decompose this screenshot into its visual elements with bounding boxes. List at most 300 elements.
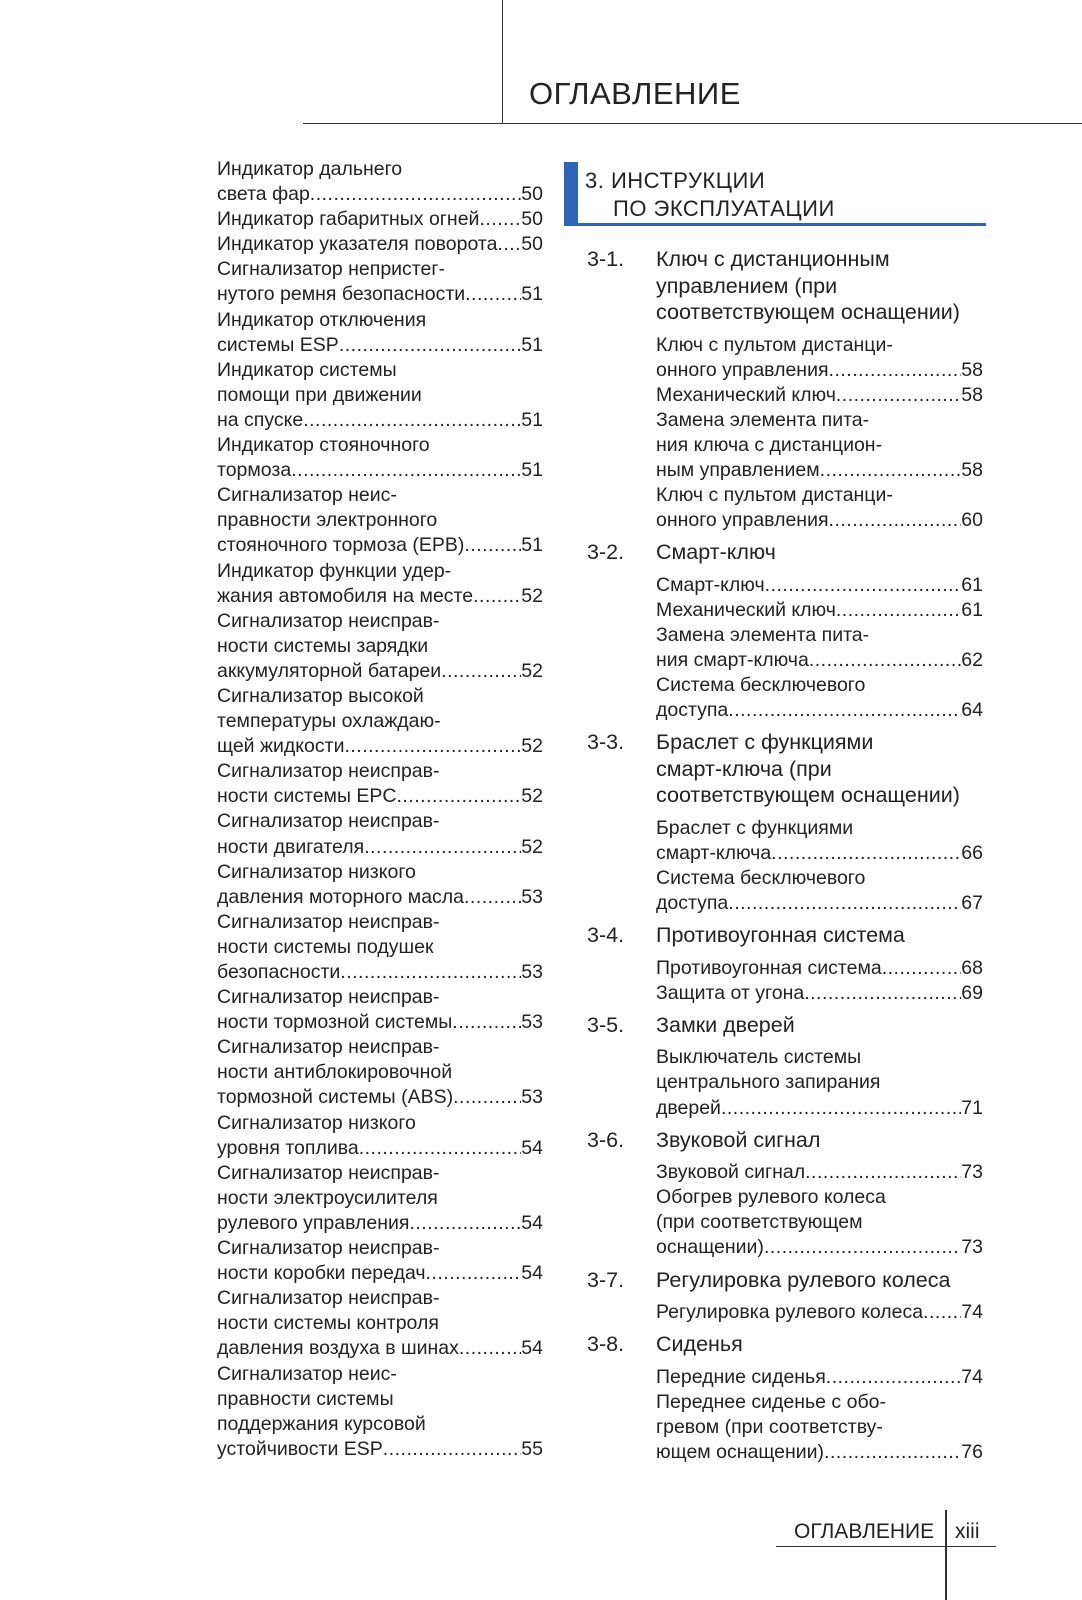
toc-entry[interactable] (217, 609, 543, 684)
chapter-title (656, 1267, 983, 1294)
toc-entry-line (217, 157, 543, 182)
dot-leader (426, 1261, 522, 1286)
toc-entry-text: Сигнализатор высокой (217, 684, 424, 707)
chapter-heading[interactable] (587, 1331, 983, 1358)
toc-entry-text: рулевого управления (217, 1211, 410, 1234)
toc-entry-line (217, 1336, 543, 1361)
toc-page-number: 54 (521, 1136, 543, 1159)
toc-entry-text: Смарт-ключ (656, 573, 765, 596)
chapter-heading[interactable] (587, 729, 983, 809)
chapter-title-line: Противоугонная система (656, 923, 905, 948)
toc-page-number: 52 (521, 835, 543, 858)
toc-entry-text: Сигнализатор неисправ- (217, 910, 440, 933)
toc-entry-line (656, 1070, 983, 1095)
section-title-line-1: 3. ИНСТРУКЦИИ (585, 168, 766, 193)
dot-leader (820, 458, 962, 483)
dot-leader (479, 207, 521, 232)
chapter-title-line: Регулировка рулевого колеса (656, 1267, 951, 1292)
toc-page-number: 60 (961, 509, 983, 532)
toc-entry-text: ния ключа с дистанцион- (656, 433, 883, 456)
toc-entry-line (217, 383, 543, 408)
toc-entry-text: аккумуляторной батареи (217, 659, 442, 682)
dot-leader (344, 734, 521, 759)
dot-leader (359, 1136, 522, 1161)
toc-page-number: 54 (521, 1211, 543, 1234)
toc-entry-line (217, 1060, 543, 1085)
toc-entry-line (217, 659, 543, 684)
dot-leader (453, 1085, 521, 1110)
dot-leader (765, 573, 962, 598)
toc-entry-text: Обогрев рулевого колеса (656, 1186, 886, 1209)
toc-entry[interactable] (656, 333, 983, 383)
toc-entry-text: щей жидкости (217, 735, 345, 758)
toc-entry-text: на спуске (217, 408, 304, 431)
chapter-items (656, 1300, 983, 1325)
toc-entry-text: ности системы EPC (217, 785, 397, 808)
toc-entry-text: ным управлением (656, 458, 820, 481)
chapter-heading[interactable] (587, 1267, 983, 1294)
toc-entry[interactable] (217, 910, 543, 985)
toc-entry[interactable] (656, 1390, 983, 1465)
chapter-heading[interactable] (587, 1012, 983, 1039)
toc-entry-line (217, 408, 543, 433)
toc-entry-text: давления моторного масла (217, 885, 465, 908)
toc-entry[interactable] (217, 860, 543, 910)
toc-page-number: 52 (521, 735, 543, 758)
footer-page-number: xiii (955, 1520, 980, 1543)
toc-page-number: 71 (961, 1096, 983, 1119)
toc-entry-line (656, 1160, 983, 1185)
toc-entry-line (217, 533, 543, 558)
toc-entry-text: ности системы контроля (217, 1312, 439, 1335)
dot-leader (809, 648, 961, 673)
dot-leader (824, 1440, 961, 1465)
chapter-title-line: смарт-ключа (при (656, 756, 832, 781)
toc-entry-line (656, 1185, 983, 1210)
toc-entry-line (217, 232, 543, 257)
chapter-title-line: Звуковой сигнал (656, 1127, 821, 1152)
toc-entry-text: Система бесключевого (656, 867, 866, 889)
dot-leader (721, 1096, 961, 1121)
toc-entry-text: доступа (656, 892, 729, 915)
toc-entry-text: Механический ключ (656, 598, 836, 621)
chapter-title (656, 922, 983, 949)
toc-entry-text: тормозной системы (ABS) (217, 1086, 454, 1109)
toc-entry[interactable] (217, 433, 543, 483)
toc-entry[interactable] (656, 673, 983, 723)
toc-entry-line (217, 1311, 543, 1336)
toc-entry-line (656, 698, 983, 723)
toc-page-number: 52 (521, 659, 543, 682)
toc-page-number: 54 (521, 1262, 543, 1285)
toc-entry-line (217, 860, 543, 885)
toc-entry-line (217, 1136, 543, 1161)
toc-entry-line (217, 709, 543, 734)
toc-entry-line (656, 408, 983, 433)
toc-entry-text: смарт-ключа (656, 841, 772, 864)
chapter-title (656, 729, 983, 809)
toc-entry-text: Сигнализатор неисправ- (217, 1237, 440, 1260)
toc-entry-line (656, 358, 983, 383)
chapter-number: 3-3. (587, 730, 625, 755)
toc-page-number: 68 (961, 956, 983, 979)
toc-entry-text: Индикатор стояночного (217, 434, 430, 457)
toc-page-number: 61 (961, 598, 983, 621)
toc-page-number: 61 (961, 573, 983, 596)
toc-page-number: 58 (961, 458, 983, 481)
chapter-number: 3-5. (587, 1012, 625, 1037)
chapter-title (656, 1127, 983, 1154)
chapter-title-line: Замки дверей (656, 1012, 795, 1037)
dot-leader (465, 282, 521, 307)
toc-entry-line (656, 1045, 983, 1070)
chapter-items (656, 1365, 983, 1465)
toc-entry[interactable] (656, 598, 983, 623)
toc-page-number: 64 (961, 699, 983, 722)
toc-entry-line (217, 1362, 543, 1387)
toc-entry-text: ности антиблокировочной (217, 1061, 453, 1084)
toc-entry-text: Сигнализатор низкого (217, 1111, 416, 1134)
dot-leader (303, 408, 521, 433)
toc-entry-line (656, 648, 983, 673)
chapter-title (656, 246, 983, 326)
toc-entry-line (656, 598, 983, 623)
toc-entry-text: Сигнализатор неис- (217, 484, 397, 507)
chapter-title (656, 1012, 983, 1039)
toc-page-number: 53 (521, 1011, 543, 1034)
toc-entry-line (656, 383, 983, 408)
chapter-heading[interactable] (587, 1127, 983, 1154)
toc-entry-line (656, 956, 983, 981)
toc-page-number: 73 (961, 1236, 983, 1259)
dot-leader (473, 584, 521, 609)
toc-entry-line (656, 981, 983, 1006)
toc-entry-line (217, 1161, 543, 1186)
toc-entry-line (217, 508, 543, 533)
toc-entry[interactable] (217, 358, 543, 433)
dot-leader (728, 698, 961, 723)
toc-entry-text: Сигнализатор низкого (217, 860, 416, 883)
toc-entry-text: Замена элемента пита- (656, 623, 870, 646)
dot-leader (764, 1235, 961, 1260)
toc-entry-line (217, 1035, 543, 1060)
chapter-number: 3-1. (587, 247, 625, 271)
chapter-items (656, 816, 983, 916)
toc-entry-line (217, 835, 543, 860)
toc-page-number: 74 (961, 1365, 983, 1388)
toc-entry-text: Ключ с пультом дистанци- (656, 484, 893, 507)
toc-page-number: 66 (961, 841, 983, 864)
toc-entry-text: безопасности (217, 961, 341, 983)
toc-entry-line (656, 1440, 983, 1465)
dot-leader (464, 533, 521, 558)
toc-entry[interactable] (217, 1362, 543, 1462)
dot-leader (310, 182, 522, 207)
toc-entry[interactable] (656, 623, 983, 673)
chapter-items (656, 956, 983, 1006)
toc-entry-line (217, 458, 543, 483)
toc-page-number: 74 (961, 1301, 983, 1324)
toc-entry[interactable] (656, 1160, 983, 1185)
section-accent-bar (564, 162, 578, 223)
toc-entry-line (217, 559, 543, 584)
dot-leader (804, 981, 961, 1006)
toc-entry-line (217, 282, 543, 307)
toc-entry-text: Регулировка рулевого колеса (656, 1301, 924, 1324)
dot-leader (829, 508, 962, 533)
toc-entry-line (656, 816, 983, 841)
toc-entry-text: Защита от угона (656, 981, 805, 1004)
dot-leader (452, 1010, 521, 1035)
toc-entry-text: Браслет с функциями (656, 816, 854, 839)
toc-entry-line (217, 483, 543, 508)
toc-entry-text: онного управления (656, 509, 829, 532)
toc-entry[interactable] (656, 573, 983, 598)
chapter-title (656, 539, 983, 566)
toc-entry[interactable] (217, 257, 543, 307)
toc-entry-line (656, 1235, 983, 1260)
toc-page-number: 53 (521, 1086, 543, 1109)
toc-entry-line (656, 433, 983, 458)
toc-entry-text: давления воздуха в шинах (217, 1337, 459, 1360)
toc-entry-line (656, 1390, 983, 1415)
dot-leader (339, 333, 521, 358)
dot-leader (340, 960, 521, 985)
toc-entry-text: гревом (при соответству- (656, 1415, 883, 1438)
toc-entry-text: Ключ с пультом дистанци- (656, 333, 893, 356)
chapter-items (656, 333, 983, 534)
chapter-title-line: Смарт-ключ (656, 540, 776, 565)
toc-page-number: 69 (961, 981, 983, 1004)
toc-entry[interactable] (656, 483, 983, 533)
toc-entry-text: ности системы зарядки (217, 634, 429, 657)
toc-entry-text: ности системы подушек (217, 935, 434, 958)
dot-leader (805, 1160, 961, 1185)
toc-left-column (217, 157, 543, 1462)
chapter-items (656, 1160, 983, 1260)
chapter-number: 3-6. (587, 1127, 625, 1152)
chapter-heading[interactable] (587, 246, 983, 326)
header-horizontal-rule (303, 123, 1082, 124)
toc-entry-text: ющем оснащении) (656, 1440, 825, 1463)
chapter-items (656, 573, 983, 724)
toc-entry-line (217, 1211, 543, 1236)
toc-entry-line (217, 1085, 543, 1110)
toc-page-number: 55 (521, 1437, 543, 1460)
toc-entry[interactable] (217, 684, 543, 759)
toc-entry-line (217, 684, 543, 709)
toc-entry-text: дверей (656, 1096, 721, 1119)
toc-entry-text: ности двигателя (217, 835, 365, 858)
toc-entry[interactable] (217, 809, 543, 859)
toc-entry-line (217, 182, 543, 207)
toc-entry-text: правности электронного (217, 509, 438, 532)
toc-entry-line (217, 1236, 543, 1261)
toc-entry[interactable] (656, 981, 983, 1006)
toc-entry[interactable] (656, 956, 983, 981)
toc-entry-text: температуры охлаждаю- (217, 710, 441, 733)
toc-entry-line (656, 623, 983, 648)
toc-page-number: 62 (961, 649, 983, 672)
toc-entry-line (217, 1387, 543, 1412)
toc-entry[interactable] (217, 1111, 543, 1161)
dot-leader (364, 835, 521, 860)
toc-entry-text: Замена элемента пита- (656, 408, 870, 431)
toc-entry[interactable] (217, 308, 543, 358)
toc-page-number: 51 (521, 459, 543, 482)
toc-entry-line (217, 257, 543, 282)
toc-entry-text: Индикатор отключения (217, 308, 427, 331)
toc-page-number: 50 (521, 183, 543, 206)
toc-page-number: 51 (521, 534, 543, 557)
toc-entry-line (217, 1437, 543, 1462)
toc-entry-text: поддержания курсовой (217, 1412, 426, 1435)
toc-entry-text: Индикатор указателя поворота (217, 233, 498, 256)
toc-entry[interactable] (656, 1365, 983, 1390)
dot-leader (882, 956, 962, 981)
toc-entry[interactable] (217, 232, 543, 257)
toc-entry-line (656, 1300, 983, 1325)
toc-entry-line (656, 1096, 983, 1121)
toc-entry[interactable] (217, 759, 543, 809)
toc-entry-text: ности электроусилителя (217, 1186, 438, 1209)
header-vertical-rule (502, 0, 503, 124)
toc-entry-line (656, 508, 983, 533)
toc-entry-text: уровня топлива (217, 1136, 359, 1159)
footer-label: ОГЛАВЛЕНИЕ (794, 1520, 935, 1543)
chapter-title-line: управлением (при (656, 273, 838, 298)
dot-leader (397, 784, 522, 809)
dot-leader (441, 659, 521, 684)
toc-entry-line (217, 910, 543, 935)
toc-entry-text: Механический ключ (656, 383, 836, 406)
toc-entry-text: Переднее сиденье с обо- (656, 1390, 886, 1413)
toc-entry-line (217, 634, 543, 659)
toc-entry-line (217, 308, 543, 333)
toc-entry-text: ности коробки передач (217, 1262, 426, 1285)
toc-entry-text: помощи при движении (217, 383, 422, 406)
footer-vertical-rule (945, 1510, 947, 1600)
toc-entry-line (656, 1365, 983, 1390)
toc-entry[interactable] (656, 816, 983, 866)
toc-entry-text: Индикатор габаритных огней (217, 208, 480, 231)
chapter-heading[interactable] (587, 922, 983, 949)
toc-entry-line (656, 891, 983, 916)
toc-page-number: 53 (521, 961, 543, 983)
chapter-title-line: Браслет с функциями (656, 730, 874, 755)
dot-leader (836, 598, 961, 623)
dot-leader (383, 1437, 522, 1462)
toc-entry-line (217, 1111, 543, 1136)
toc-entry-line (656, 673, 983, 698)
toc-entry[interactable] (656, 383, 983, 408)
toc-entry-text: Сигнализатор неисправ- (217, 810, 440, 833)
dot-leader (923, 1300, 961, 1325)
chapter-title-line: соответствующем оснащении) (656, 300, 960, 324)
dot-leader (728, 891, 961, 916)
toc-entry-text: Сигнализатор неисправ- (217, 760, 440, 783)
toc-entry-text: ности тормозной системы (217, 1011, 453, 1034)
toc-page-number: 51 (521, 333, 543, 356)
toc-entry-text: онного управления (656, 358, 829, 381)
toc-entry[interactable] (656, 1300, 983, 1325)
toc-entry[interactable] (217, 559, 543, 609)
toc-entry-text: нутого ремня безопасности (217, 283, 466, 306)
page-title: ОГЛАВЛЕНИЕ (529, 76, 741, 111)
chapter-title (656, 1331, 983, 1358)
toc-entry-line (217, 985, 543, 1010)
chapter-heading[interactable] (587, 539, 983, 566)
toc-entry-text: Сигнализатор неисправ- (217, 1287, 440, 1310)
chapter-items (656, 1045, 983, 1120)
section-title (585, 167, 835, 223)
toc-entry[interactable] (656, 866, 983, 916)
toc-entry-line (217, 784, 543, 809)
toc-page-number: 76 (961, 1440, 983, 1463)
toc-entry-text: Сигнализатор непристег- (217, 258, 445, 281)
toc-entry-text: системы ESP (217, 333, 339, 356)
toc-entry-text: Звуковой сигнал (656, 1161, 806, 1184)
section-title-line-2: ПО ЭКСПЛУАТАЦИИ (613, 196, 835, 221)
toc-entry[interactable] (217, 207, 543, 232)
toc-entry[interactable] (217, 1286, 543, 1361)
toc-entry-line (217, 809, 543, 834)
toc-page-number: 58 (961, 383, 983, 406)
toc-entry-text: Выключатель системы (656, 1046, 862, 1069)
dot-leader (409, 1211, 521, 1236)
dot-leader (459, 1336, 521, 1361)
toc-entry[interactable] (217, 1161, 543, 1236)
toc-entry-line (656, 573, 983, 598)
toc-entry[interactable] (217, 1236, 543, 1286)
toc-entry-line (217, 1261, 543, 1286)
toc-entry-line (656, 333, 983, 358)
toc-page-number: 51 (521, 283, 543, 306)
toc-entry-line (217, 1010, 543, 1035)
chapter-number: 3-7. (587, 1267, 625, 1292)
toc-entry[interactable] (217, 1035, 543, 1110)
toc-entry-text: стояночного тормоза (EPB) (217, 534, 465, 557)
toc-page-number: 67 (961, 892, 983, 915)
toc-entry[interactable] (656, 408, 983, 483)
toc-entry-text: оснащении) (656, 1236, 764, 1259)
footer-horizontal-rule (776, 1546, 996, 1547)
chapter-title-line: Ключ с дистанционным (656, 247, 890, 271)
toc-entry[interactable] (656, 1045, 983, 1120)
toc-entry[interactable] (217, 157, 543, 207)
toc-page-number: 52 (521, 785, 543, 808)
toc-entry-text: Передние сиденья (656, 1365, 826, 1388)
toc-entry-text: устойчивости ESP (217, 1437, 383, 1460)
toc-entry-line (656, 1210, 983, 1235)
dot-leader (771, 841, 961, 866)
toc-entry-text: Индикатор функции удер- (217, 559, 452, 582)
toc-entry-text: (при соответствующем (656, 1211, 863, 1234)
toc-page-number: 52 (521, 584, 543, 607)
toc-entry[interactable] (656, 1185, 983, 1260)
toc-page-number: 50 (521, 233, 543, 256)
toc-entry-text: центрального запирания (656, 1071, 881, 1094)
toc-entry[interactable] (217, 483, 543, 558)
dot-leader (836, 383, 961, 408)
toc-entry-text: Сигнализатор неисправ- (217, 1161, 440, 1184)
toc-entry-text: правности системы (217, 1387, 394, 1410)
toc-entry-text: Противоугонная система (656, 956, 882, 979)
toc-entry-line (656, 841, 983, 866)
toc-page-number: 73 (961, 1161, 983, 1184)
toc-entry[interactable] (217, 985, 543, 1035)
dot-leader (829, 358, 962, 383)
